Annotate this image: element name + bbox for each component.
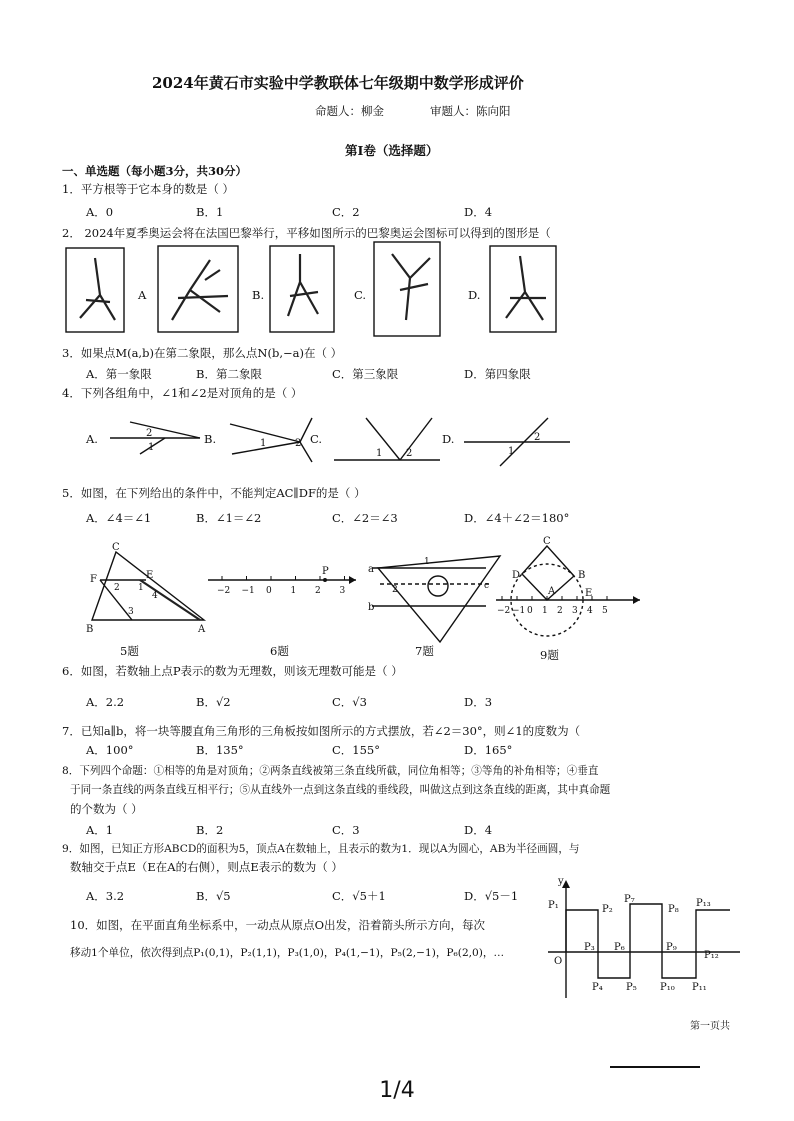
svg-text:P₁₀: P₁₀ [660,982,675,993]
q7-option-a[interactable]: A．100° [86,743,134,757]
f5-angle-4: 4 [152,591,158,601]
svg-text:1: 1 [424,557,430,567]
q4-figure-b [230,418,312,462]
q2-option-d[interactable]: D. [468,288,481,302]
svg-text:P₄: P₄ [592,982,603,993]
q2-original-logo [66,248,124,332]
q10-coordinate-figure [0,874,794,1004]
q9-option-b[interactable]: B．√5 [196,889,231,903]
q1-option-b[interactable]: B．1 [196,205,224,219]
q3-option-b[interactable]: B．第二象限 [196,367,262,381]
q5-stem: 5．如图，在下列给出的条件中，不能判定AC∥DF的是（ ） [62,486,366,500]
q7-option-d[interactable]: D．165° [464,743,513,757]
q3-option-a[interactable]: A．第一象限 [86,367,152,381]
f5-angle-3: 3 [128,607,134,617]
q4-figure-d [464,418,570,466]
svg-text:P₁₁: P₁₁ [692,982,707,993]
svg-text:P₆: P₆ [614,942,625,953]
f5-label-a: A [198,624,206,635]
q8-option-d[interactable]: D．4 [464,823,493,837]
tick-label: 2 [557,606,563,616]
q9-option-c[interactable]: C．√5＋1 [332,889,386,903]
tick-label: −1 [241,586,255,596]
svg-text:1: 1 [260,438,267,449]
q10-line2: 移动1个单位，依次得到点P₁(0,1)，P₂(1,1)，P₃(1,0)，P₄(1,−1)，P₅(2,−1)，P₆(2,0)，… [70,947,505,959]
svg-text:A: A [548,586,556,597]
tick-label: −2 [217,586,231,596]
svg-text:P₃: P₃ [584,942,595,953]
q5-option-a[interactable]: A．∠4＝∠1 [86,511,152,525]
q8-option-a[interactable]: A．1 [86,823,114,837]
q6-stem: 6．如图，若数轴上点P表示的数为无理数，则该无理数可能是（ ） [62,664,403,678]
svg-text:E: E [585,588,593,599]
svg-text:1: 1 [148,442,155,453]
tick-label: 1 [290,586,297,596]
svg-text:1: 1 [508,446,515,457]
q2-option-c[interactable]: C. [354,288,367,302]
fig6-caption: 6题 [270,644,289,658]
q1-stem: 1．平方根等于它本身的数是（ ） [62,182,234,196]
q2-option-c-logo [374,242,440,336]
page-note: 第一页共 [690,1021,730,1032]
q3-option-c[interactable]: C．第三象限 [332,367,399,381]
q6-option-d[interactable]: D．3 [464,695,493,709]
exam-title: 2024年黄石市实验中学教联体七年级期中数学形成评价 [152,74,524,92]
q4-stem: 4．下列各组角中，∠1和∠2是对顶角的是（ ） [62,386,303,400]
tick-label: 1 [542,606,548,616]
q7-stem: 7．已知a∥b，将一块等腰直角三角形的三角板按如图所示的方式摆放，若∠2＝30°，则∠1的度数为（ [62,724,581,738]
figure-7 [368,556,500,642]
svg-text:2: 2 [295,438,302,449]
figure-5 [86,542,206,635]
svg-text:2: 2 [392,585,398,595]
figures-row [0,538,794,648]
tick-label: 0 [527,606,533,616]
q2-option-a[interactable]: A [138,288,147,302]
f5-label-c: C [112,542,120,553]
f5-label-f: F [90,574,97,585]
q6-option-c[interactable]: C．√3 [332,695,367,709]
q4-option-b[interactable]: B. [204,432,217,446]
svg-text:C: C [543,536,551,547]
q9-line2: 数轴交于点E（E在A的右侧），则点E表示的数为（ ） [70,860,343,874]
q4-angle-figures [0,408,794,468]
svg-text:P₁: P₁ [548,900,559,911]
q7-option-b[interactable]: B．135° [196,743,244,757]
q9-line1: 9．如图，已知正方形ABCD的面积为5，顶点A在数轴上，且表示的数为1．现以A为圆心，AB为半径画圆，与 [62,843,580,855]
fig5-caption: 5题 [120,644,139,658]
fig9-caption: 9题 [540,648,559,662]
q2-stem: 2． 2024年夏季奥运会将在法国巴黎举行，平移如图所示的巴黎奥运会图标可以得到的图形是（ [62,226,551,240]
q2-option-a-logo [158,246,238,332]
svg-text:2: 2 [534,432,541,443]
q2-option-b[interactable]: B. [252,288,265,302]
q8-line2: 于同一条直线的两条直线互相平行；⑤从直线外一点到这条直线的垂线段，叫做这点到这条直线的距离，其中真命题 [70,784,611,796]
q5-option-d[interactable]: D．∠4＋∠2＝180° [464,511,570,525]
svg-text:P₈: P₈ [668,904,679,915]
q4-figure-a [110,422,200,454]
q6-option-a[interactable]: A．2.2 [86,695,125,709]
fig7-caption: 7题 [415,644,434,658]
q10-line1: 10．如图，在平面直角坐标系中，一动点从原点O出发，沿着箭头所示方向，每次 [70,918,486,932]
f5-angle-2: 2 [114,583,120,593]
svg-text:1: 1 [376,448,383,459]
svg-text:B: B [578,570,586,581]
tick-label: 3 [339,586,346,596]
svg-text:P₇: P₇ [624,894,635,905]
svg-text:a: a [368,564,374,575]
svg-text:P₉: P₉ [666,942,677,953]
svg-text:D: D [512,570,521,581]
q2-option-d-logo [490,246,556,332]
tick-label: −1 [512,606,526,616]
setter: 命题人：柳金 [315,104,384,118]
q3-option-d[interactable]: D．第四象限 [464,367,531,381]
q5-option-b[interactable]: B．∠1＝∠2 [196,511,262,525]
q1-option-d[interactable]: D．4 [464,205,493,219]
q4-option-d[interactable]: D. [442,432,455,446]
q8-option-c[interactable]: C．3 [332,823,360,837]
q6-option-b[interactable]: B．√2 [196,695,231,709]
svg-text:c: c [484,581,490,591]
q4-option-c[interactable]: C. [310,432,323,446]
svg-text:O: O [554,956,563,967]
figure-6 [208,566,356,596]
f6-point-p: P [322,566,329,577]
tick-label: 3 [572,606,578,616]
figure-9 [496,536,640,636]
q5-option-c[interactable]: C．∠2＝∠3 [332,511,398,525]
q2-logo-figures [0,240,794,340]
q9-option-d[interactable]: D．√5－1 [464,889,519,903]
svg-text:P₁₃: P₁₃ [696,898,711,909]
tick-label: 2 [315,586,321,596]
volume-title: 第Ⅰ卷（选择题） [345,143,439,158]
svg-text:b: b [368,602,375,613]
q2-option-b-logo [270,246,334,332]
section-heading: 一、单选题（每小题3分，共30分） [62,164,248,178]
q8-line3: 的个数为（ ） [70,802,143,816]
reviewer: 审题人：陈向阳 [430,104,511,118]
q1-option-a[interactable]: A．0 [86,205,114,219]
q3-stem: 3．如果点M(a,b)在第二象限，那么点N(b,−a)在（ ） [62,346,343,360]
tick-label: 5 [602,606,608,616]
svg-text:P₁₂: P₁₂ [704,950,719,961]
svg-text:2: 2 [146,428,153,439]
svg-text:y: y [558,876,564,887]
q8-line1: 8．下列四个命题：①相等的角是对顶角；②两条直线被第三条直线所截，同位角相等；③等角的补角相等；④垂直 [62,765,599,777]
q7-option-c[interactable]: C．155° [332,743,380,757]
q1-option-c[interactable]: C．2 [332,205,360,219]
q4-figure-c [334,418,440,460]
q9-option-a[interactable]: A．3.2 [86,889,125,903]
tick-label: 4 [587,606,593,616]
f5-angle-1: 1 [138,583,144,593]
svg-text:2: 2 [406,448,413,459]
tick-label: −2 [497,606,511,616]
f5-label-b: B [86,624,94,635]
tick-label: 0 [266,586,272,596]
footer-rule [610,1066,700,1068]
page-number: 1/4 [379,1078,415,1103]
svg-text:P₅: P₅ [626,982,637,993]
q4-option-a[interactable]: A. [86,432,98,446]
svg-text:P₂: P₂ [602,904,613,915]
f5-label-e: E [146,570,154,581]
q8-option-b[interactable]: B．2 [196,823,224,837]
